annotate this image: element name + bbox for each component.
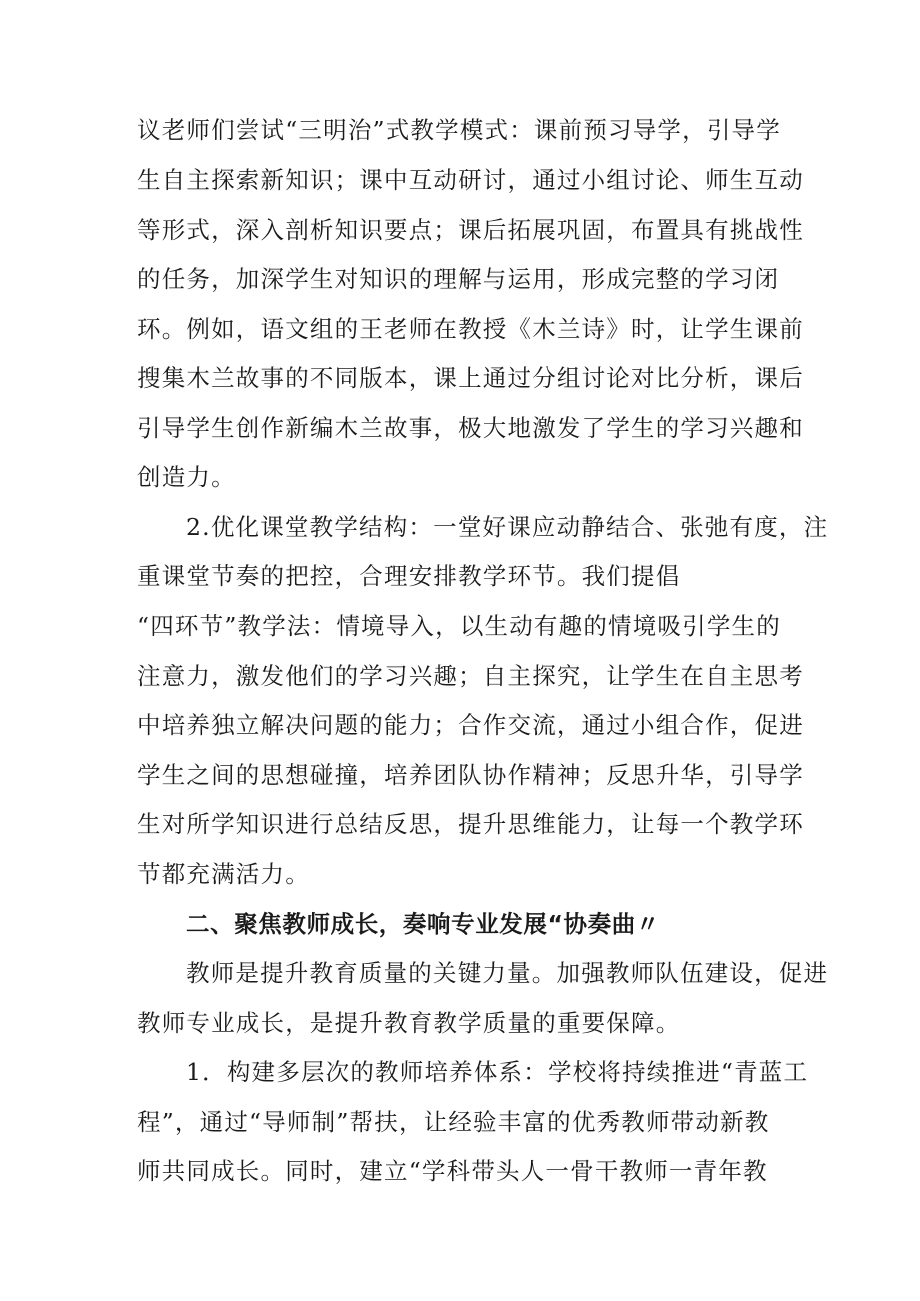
body-text-line: 搜集木兰故事的不同版本，课上通过分组讨论对比分析，课后 [137, 364, 804, 392]
body-text-line: 生自主探索新知识；课中互动研讨，通过小组讨论、师生互动 [137, 166, 804, 194]
body-text-line: 师共同成长。同时，建立“学科带头人一骨干教师一青年教 [137, 1157, 768, 1185]
body-text-line: 程”，通过“导师制”帮扶，让经验丰富的优秀教师带动新教 [137, 1108, 770, 1136]
body-text-line: 环。例如，语文组的王老师在教授《木兰诗》时，让学生课前 [137, 315, 804, 343]
body-text-line: 创造力。 [137, 463, 236, 491]
body-text-line: 议老师们尝试“三明治”式教学模式：课前预习导学，引导学 [137, 116, 781, 144]
body-text-line: 节都充满活力。 [137, 860, 310, 888]
body-text-line: 等形式，深入剖析知识要点；课后拓展巩固，布置具有挑战性 [137, 216, 804, 244]
paragraph-first-line: 2.优化课堂教学结构：一堂好课应动静结合、张弛有度，注 [186, 513, 829, 541]
body-text-line: “四环节”教学法：情境导入，以生动有趣的情境吸引学生的 [137, 612, 781, 640]
body-text-line: 教师专业成长，是提升教育教学质量的重要保障。 [137, 1009, 681, 1037]
body-text-line: 的任务，加深学生对知识的理解与运用，形成完整的学习闭 [137, 265, 780, 293]
paragraph-first-line: 1．构建多层次的教师培养体系：学校将持续推进“青蓝工 [186, 1058, 809, 1086]
body-text-line: 重课堂节奏的把控，合理安排教学环节。我们提倡 [137, 562, 681, 590]
body-text-line: 注意力，激发他们的学习兴趣；自主探究，让学生在自主思考 [137, 662, 804, 690]
body-text-line: 学生之间的思想碰撞，培养团队协作精神；反思升华，引导学 [137, 761, 804, 789]
body-text-line: 引导学生创作新编木兰故事，极大地激发了学生的学习兴趣和 [137, 414, 804, 442]
paragraph-first-line: 教师是提升教育质量的关键力量。加强教师队伍建设，促进 [186, 959, 829, 987]
body-text-line: 中培养独立解决问题的能力；合作交流，通过小组合作，促进 [137, 711, 804, 739]
body-text-line: 生对所学知识进行总结反思，提升思维能力，让每一个教学环 [137, 810, 804, 838]
section-heading: 二、聚焦教师成长，奏响专业发展“协奏曲〃 [186, 910, 660, 938]
